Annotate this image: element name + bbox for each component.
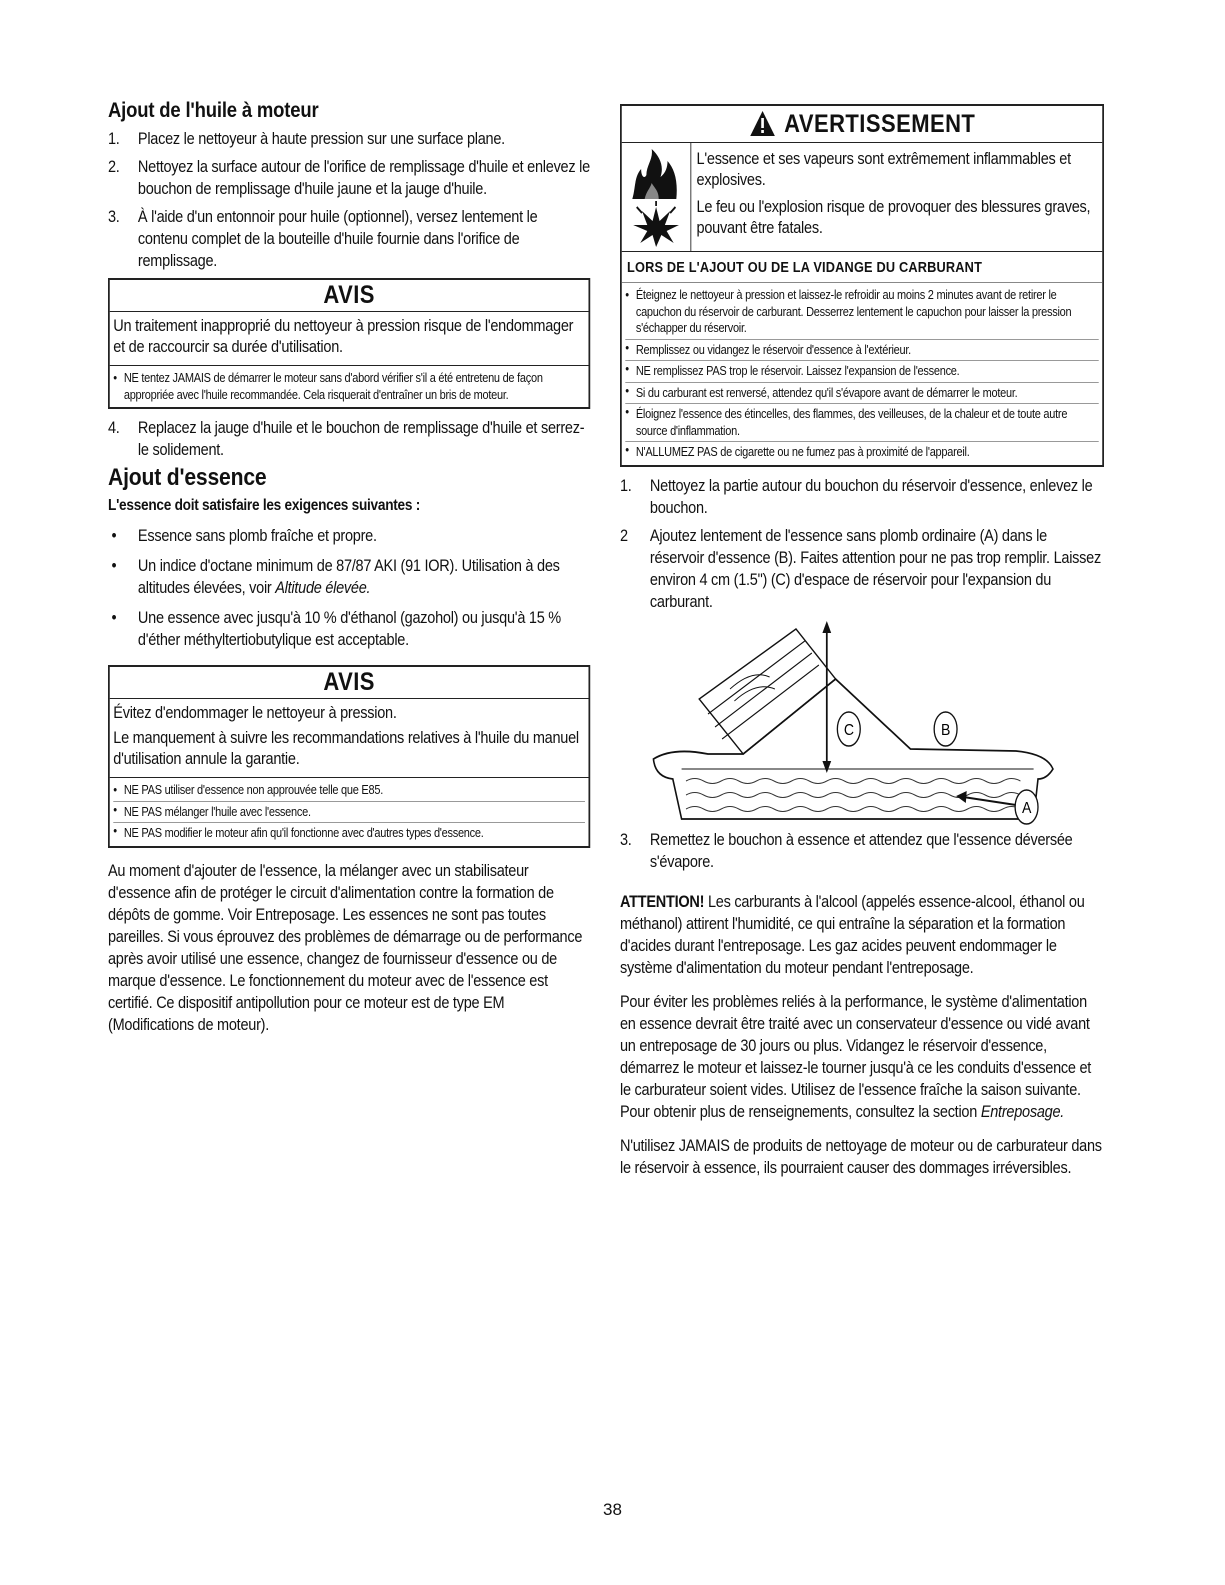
notice-title: AVIS — [110, 280, 589, 312]
warning-item: • N'ALLUMEZ PAS de cigarette ou ne fumez pas à proximité de l'appareil. — [625, 441, 1099, 461]
notice-item: • NE tentez JAMAIS de démarrer le moteur sans d'abord vérifier s'il a été entretenu de façon appropriée avec l'huile recommandée. Cela risquerait d'entraîner un bris de moteur. — [113, 371, 543, 402]
notice-main: Un traitement inapproprié du nettoyeur à pression risque de l'endommager et de raccourcir sa durée d'utilisation. — [110, 312, 589, 366]
attention-label: ATTENTION! — [620, 892, 705, 911]
fuel-tank-diagram — [646, 619, 1060, 829]
explosion-icon — [631, 201, 680, 247]
notice-item: • NE PAS modifier le moteur afin qu'il fonctionne avec d'autres types d'essence. — [113, 822, 585, 842]
notice-details — [110, 778, 589, 846]
warning-triangle-icon — [749, 110, 775, 137]
warning-title-bar — [622, 106, 1103, 143]
warning-item: • Si du carburant est renversé, attendez qu'il s'évapore avant de démarrer le moteur. — [625, 382, 1099, 402]
fire-icon — [629, 147, 684, 201]
page-number: 38 — [603, 1500, 622, 1519]
fuel-heading: Ajout d'essence — [108, 464, 267, 491]
requirement-item: • Essence sans plomb fraîche et propre. — [111, 527, 377, 545]
fuel-step: 2 Ajoutez lentement de l'essence sans plomb ordinaire (A) dans le réservoir d'essence (B). Faites attention pour ne pas trop remplir. Laissez environ 4 cm (1.5") (C) d'espace de réservoir pour l'expansion du carburant. — [620, 526, 1101, 611]
warning-item: • Éloignez l'essence des étincelles, des flammes, des veilleuses, de la chaleur et de toute autre source d'inflammation. — [625, 403, 1099, 439]
altitude-reference: Altitude élevée. — [275, 579, 371, 597]
oil-step: 3. À l'aide d'un entonnoir pour huile (optionnel), versez lentement le contenu complet de la bouteille d'huile fournie dans l'orifice de remplissage. — [108, 208, 538, 270]
storage-reference: Entreposage. — [980, 1102, 1065, 1121]
oil-step: 4. Replacez la jauge d'huile et le bouchon de remplissage d'huile et serrez-le solidement. — [108, 419, 585, 459]
hazard-texts — [691, 143, 1102, 251]
storage-paragraph: Pour éviter les problèmes reliés à la performance, le système d'alimentation en essence devrait être traité avec un conservateur d'essence ou vidé avant un entreposage de 30 jours ou plus. Vidangez le réservoir d'essence, démarrez le moteur et laissez-le tourner jusqu'à ce les conduits d'essence et le carburateur soient vides. Utilisez de l'essence fraîche la saison suivante. Pour obtenir plus de renseignements, consultez la section Entreposage. — [620, 992, 1092, 1121]
warning-title: AVERTISSEMENT — [784, 109, 976, 138]
oil-step: 2. Nettoyez la surface autour de l'orifice de remplissage d'huile et enlevez le bouchon de remplissage d'huile jaune et la jauge d'huile. — [108, 158, 590, 198]
hazard-text: Le feu ou l'explosion risque de provoquer des blessures graves, pouvant être fatales. — [696, 198, 1091, 237]
label-c: C — [843, 720, 854, 739]
oil-step-4 — [108, 417, 590, 461]
cleaners-paragraph: N'utilisez JAMAIS de produits de nettoyage de moteur ou de carburateur dans le réservoir à essence, ils pourraient causer des dommages irréversibles. — [620, 1136, 1102, 1177]
notice-details — [110, 366, 589, 407]
fuel-notice-box — [108, 665, 590, 848]
warning-item: • NE remplissez PAS trop le réservoir. Laissez l'expansion de l'essence. — [625, 360, 1099, 380]
warning-hazard-row — [622, 143, 1103, 252]
fuel-requirements — [108, 525, 590, 651]
warning-item: • Remplissez ou vidangez le réservoir d'essence à l'extérieur. — [625, 339, 1099, 359]
oil-steps — [108, 128, 590, 272]
left-column — [108, 100, 593, 1048]
attention-paragraph: ATTENTION! Les carburants à l'alcool (appelés essence-alcool, éthanol ou méthanol) attirent l'humidité, ce qui entraîne la séparation et la formation d'acides durant l'entreposage. Les gaz acides peuvent endommager le système d'alimentation du moteur pendant l'entreposage. — [620, 892, 1085, 977]
notice-main: Évitez d'endommager le nettoyeur à pression. Le manquement à suivre les recommandations relatives à l'huile du manuel d'utilisation annule la garantie. — [110, 699, 589, 778]
fuel-paragraph: Au moment d'ajouter de l'essence, la mélanger avec un stabilisateur d'essence afin de protéger le circuit d'alimentation contre la formation de dépôts de gomme. Voir Entreposage. Les essences ne sont pas toutes pareilles. Si vous éprouvez des problèmes de démarrage ou de performance après avoir utilisé une essence, changez de fournisseur d'essence ou de marque d'essence. Le fonctionnement du moteur avec de l'essence est certifié. Ce dispositif antipollution pour ce moteur est de type EM (Modifications de moteur). — [108, 861, 583, 1034]
hazard-icons — [622, 143, 692, 251]
fuel-steps — [620, 475, 1104, 613]
notice-item: • NE PAS mélanger l'huile avec l'essence. — [113, 801, 585, 821]
requirement-item: • Un indice d'octane minimum de 87/87 AKI (91 IOR). Utilisation à des altitudes élevées, voir Altitude élevée. — [111, 557, 560, 597]
warning-subheading: LORS DE L'AJOUT OU DE LA VIDANGE DU CARBURANT — [622, 252, 1103, 283]
fuel-step-3 — [620, 829, 1104, 873]
warning-details — [622, 283, 1103, 465]
notice-item: • NE PAS utiliser d'essence non approuvée telle que E85. — [113, 783, 383, 797]
fuel-step: 1. Nettoyez la partie autour du bouchon du réservoir d'essence, enlevez le bouchon. — [620, 476, 1093, 517]
label-a: A — [1021, 798, 1032, 817]
label-b: B — [941, 720, 951, 739]
oil-heading: Ajout de l'huile à moteur — [108, 99, 319, 122]
notice-title: AVIS — [110, 667, 589, 699]
requirement-item: • Une essence avec jusqu'à 10 % d'éthanol (gazohol) ou jusqu'à 15 % d'éther méthyltertiobutylique est acceptable. — [111, 609, 561, 649]
warning-box — [620, 104, 1104, 467]
fuel-step: 3. Remettez le bouchon à essence et attendez que l'essence déversée s'évapore. — [620, 830, 1073, 871]
oil-notice-box — [108, 278, 590, 409]
fuel-requirements-title: L'essence doit satisfaire les exigences suivantes : — [108, 497, 421, 514]
oil-step: 1. Placez le nettoyeur à haute pression sur une surface plane. — [108, 130, 505, 148]
warning-item: • Éteignez le nettoyeur à pression et laissez-le refroidir au moins 2 minutes avant de retirer le capuchon du réservoir de carburant. Desserrez lentement le capuchon pour laisser la pression s'échapper du réservoir. — [625, 288, 1072, 335]
hazard-text: L'essence et ses vapeurs sont extrêmement inflammables et explosives. — [696, 150, 1071, 189]
right-column — [620, 100, 1107, 1191]
